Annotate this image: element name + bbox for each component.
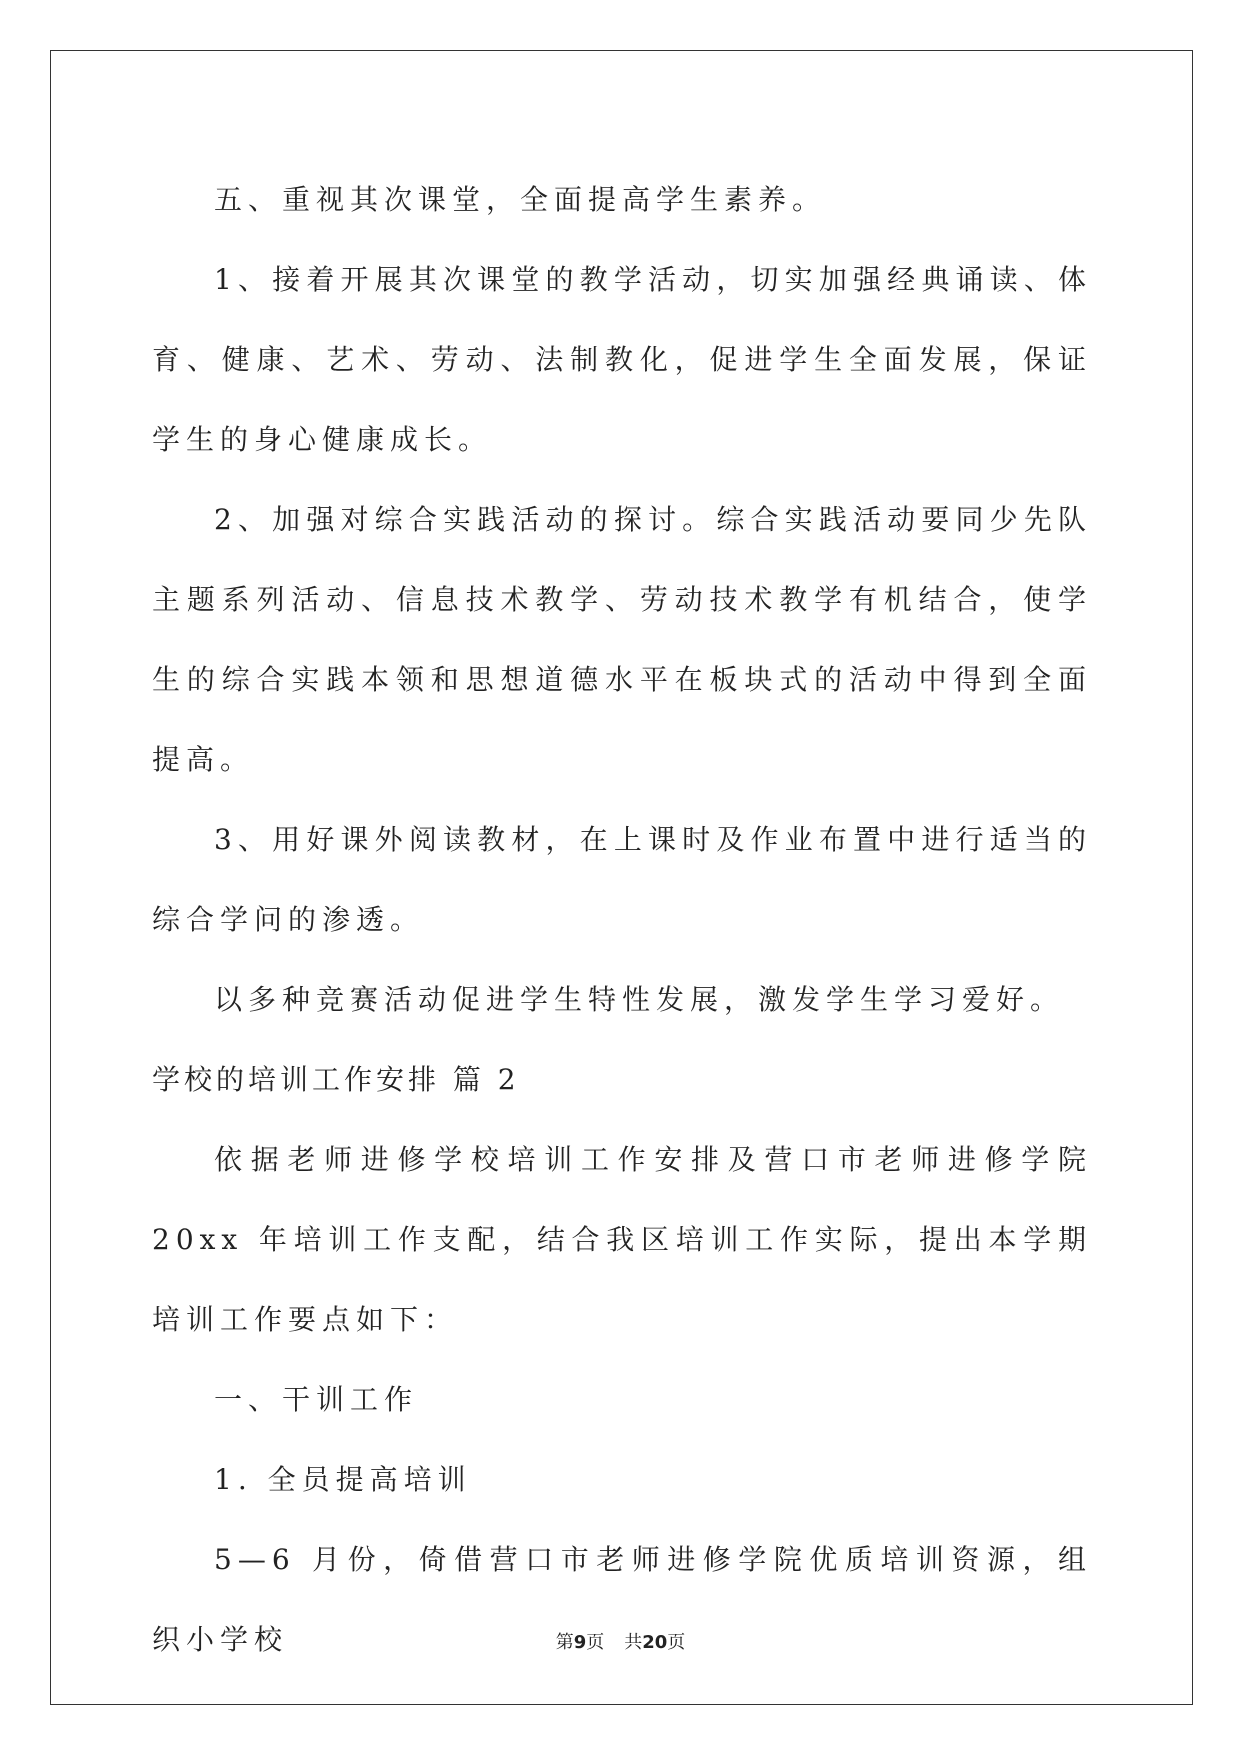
paragraph-item-1: 1、接着开展其次课堂的教学活动，切实加强经典诵读、体育、健康、艺术、劳动、法制教化，促进学生全面发展，保证学生的身心健康成长。 xyxy=(152,263,1092,456)
paragraph-competition: 以多种竞赛活动促进学生特性发展，激发学生学习爱好。 xyxy=(214,983,1065,1016)
paragraph-section-five-heading: 五、重视其次课堂，全面提高学生素养。 xyxy=(214,183,827,216)
footer-total-pages: 20 xyxy=(642,1632,668,1653)
paragraph-item-2: 2、加强对综合实践活动的探讨。综合实践活动要同少先队主题系列活动、信息技术教学、劳动技术教学有机结合，使学生的综合实践本领和思想道德水平在板块式的活动中得到全面提高。 xyxy=(152,503,1092,776)
footer-page-prefix: 第 xyxy=(555,1632,574,1653)
footer-total-suffix: 页 xyxy=(667,1632,686,1653)
paragraph-item-3: 3、用好课外阅读教材，在上课时及作业布置中进行适当的综合学问的渗透。 xyxy=(152,823,1092,936)
article-title-part-2: 学校的培训工作安排 篇 2 xyxy=(152,1063,520,1096)
paragraph-section-one-heading: 一、干训工作 xyxy=(214,1383,419,1416)
paragraph-intro: 依据老师进修学校培训工作安排及营口市老师进修学院 20xx 年培训工作支配，结合我区培训工作实际，提出本学期培训工作要点如下： xyxy=(152,1143,1092,1336)
document-body xyxy=(152,160,1092,1680)
paragraph-may-june: 5—6 月份，倚借营口市老师进修学院优质培训资源，组织小学校 xyxy=(152,1543,1092,1656)
page-footer xyxy=(0,1628,1241,1654)
footer-page-suffix: 页 xyxy=(586,1632,605,1653)
paragraph-subheading-1: 1. 全员提高培训 xyxy=(214,1463,472,1496)
footer-total-prefix: 共 xyxy=(624,1632,643,1653)
footer-page-number: 9 xyxy=(573,1632,587,1653)
